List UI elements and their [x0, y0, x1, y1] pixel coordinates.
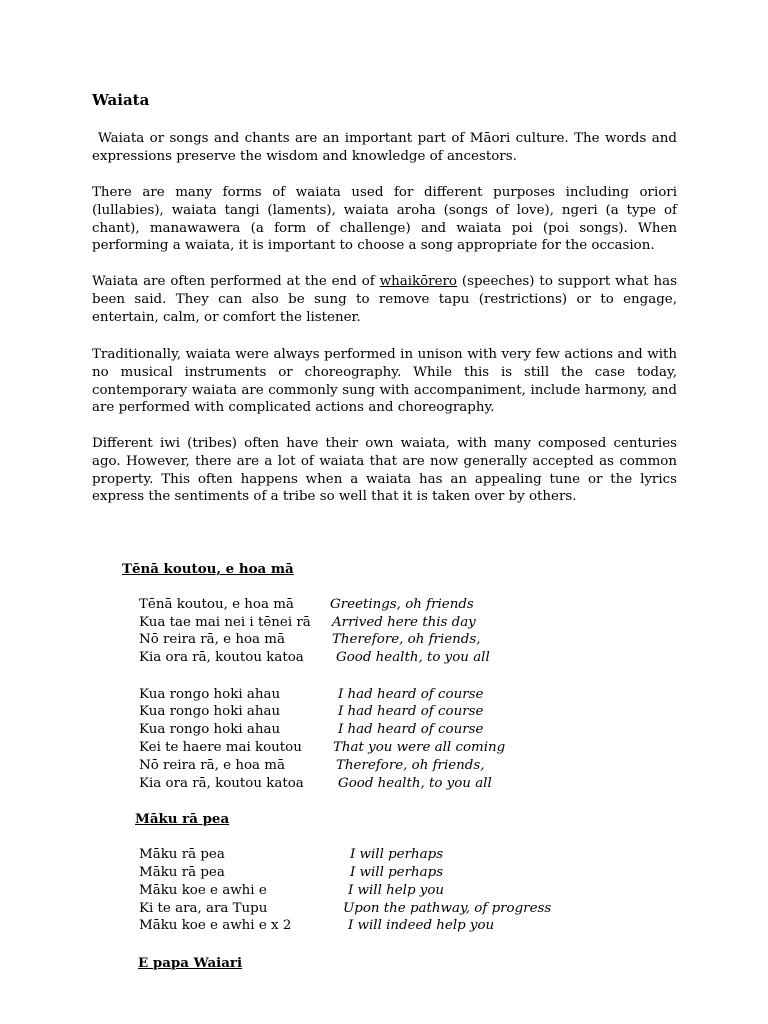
lyric-english-line: I had heard of course	[338, 687, 484, 702]
paragraph-traditional: Traditionally, waiata were always performed in unison with very few actions and with no musical instruments or choreography. While this is still the case today, contemporary waiata are commonly sung with accompaniment, include harmony, and are performed with complicated actions and choreography.	[92, 347, 677, 416]
lyric-english-line: I will help you	[348, 883, 445, 898]
lyric-english-line: Good health, to you all	[338, 776, 492, 791]
lyric-english-line: Therefore, oh friends,	[332, 632, 481, 647]
lyric-maori-line: Nō reira rā, e hoa mā	[139, 758, 285, 773]
paragraph-forms: There are many forms of waiata used for different purposes including oriori (lullabies), waiata tangi (laments), waiata aroha (songs of love), ngeri (a type of chant), manawawera (a form of challenge) and waiata poi (poi songs). When performing a waiata, it is important to choose a song appropriate for the occasion.	[92, 185, 677, 254]
paragraph-iwi: Different iwi (tribes) often have their own waiata, with many composed centuries ago. However, there are a lot of waiata that are now generally accepted as common property. This often happens when a waiata has an appealing tune or the lyrics express the sentiments of a tribe so well that it is taken over by others.	[92, 436, 677, 505]
paragraph-performance-end: (speeches) to support what has been said. They can also be sung to remove tapu (restrictions) or to engage, entertain, calm, or comfort the listener.	[92, 274, 677, 325]
paragraph-performance	[92, 273, 677, 326]
lyric-maori-line: Kua rongo hoki ahau	[139, 687, 281, 702]
lyric-maori-line: Ki te ara, ara Tupu	[139, 901, 268, 916]
lyric-english-line: That you were all coming	[333, 740, 506, 755]
lyric-maori-line: Māku rā pea	[139, 847, 225, 862]
lyric-english-line: I will perhaps	[350, 847, 444, 862]
lyric-maori-line: Kia ora rā, koutou katoa	[139, 776, 304, 791]
lyric-english-line: I will indeed help you	[348, 918, 495, 933]
lyric-maori-line: Kia ora rā, koutou katoa	[139, 650, 304, 665]
lyric-english-line: I had heard of course	[338, 704, 484, 719]
lyric-english-line: Therefore, oh friends,	[336, 758, 485, 773]
paragraph-intro: Waiata or songs and chants are an important part of Māori culture. The words and expressions preserve the wisdom and knowledge of ancestors.	[92, 131, 677, 164]
lyric-english-line: Arrived here this day	[332, 615, 476, 630]
song-title-tena-koutou: Tēnā koutou, e hoa mā	[122, 561, 294, 577]
lyric-maori-line: Kua rongo hoki ahau	[139, 704, 281, 719]
lyric-maori-line: Kua tae mai nei i tēnei rā	[139, 615, 311, 630]
lyric-maori-line: Nō reira rā, e hoa mā	[139, 632, 285, 647]
lyric-english-line: Upon the pathway, of progress	[343, 901, 552, 916]
page-title: Waiata	[92, 91, 150, 109]
lyric-maori-line: Kua rongo hoki ahau	[139, 722, 281, 737]
lyric-maori-line: Kei te haere mai koutou	[139, 740, 302, 755]
lyric-english-line: I will perhaps	[350, 865, 444, 880]
lyric-maori-line: Māku koe e awhi e	[139, 883, 267, 898]
lyric-maori-line: Tēnā koutou, e hoa mā	[139, 597, 294, 612]
lyric-maori-line: Māku rā pea	[139, 865, 225, 880]
song-title-maku-ra-pea: Māku rā pea	[135, 811, 230, 827]
lyric-english-line: Greetings, oh friends	[330, 597, 474, 612]
paragraph-performance-start: Waiata are often performed at the end of	[92, 274, 380, 289]
lyric-maori-line: Māku koe e awhi e x 2	[139, 918, 292, 933]
lyric-english-line: I had heard of course	[338, 722, 484, 737]
song-title-e-papa-waiari: E papa Waiari	[138, 955, 243, 971]
whaikorero-link[interactable]: whaikōrero	[379, 274, 457, 289]
lyric-english-line: Good health, to you all	[336, 650, 490, 665]
